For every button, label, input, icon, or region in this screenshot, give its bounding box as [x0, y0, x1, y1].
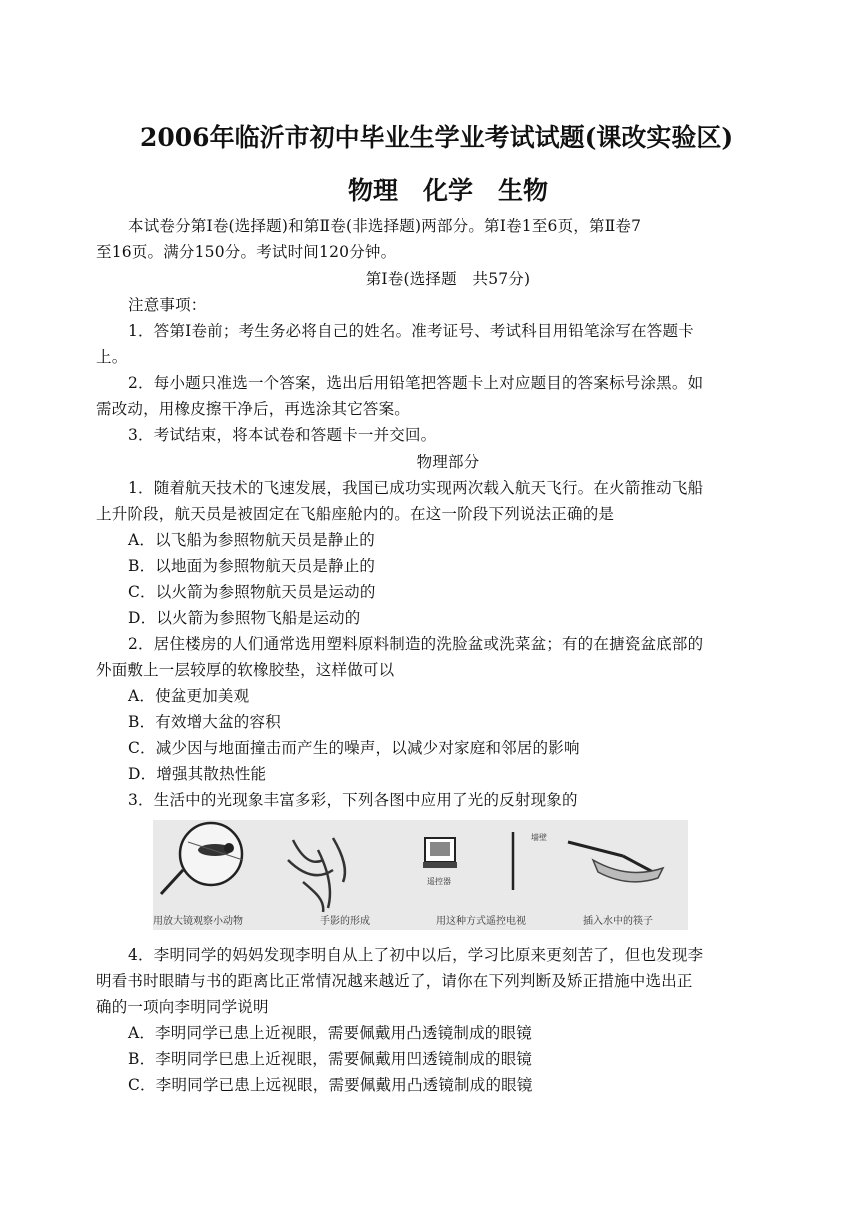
notice-label: 注意事项：: [128, 296, 207, 314]
remote-label: 遥控器: [427, 877, 451, 886]
figure-caption-d: 插入水中的筷子: [583, 916, 653, 927]
section-heading: 第Ⅰ卷(选择题 共57分): [365, 270, 531, 288]
question-text: 2．居住楼房的人们通常选用塑料原料制造的洗脸盆或洗菜盆；有的在搪瓷盆底部的: [128, 635, 704, 653]
intro-text: 本试卷分第Ⅰ卷(选择题)和第Ⅱ卷(非选择题)两部分。第Ⅰ卷1至6页，第Ⅱ卷7: [128, 217, 642, 235]
chopsticks-in-water-illustration: [568, 842, 663, 882]
question-text: 1．随着航天技术的飞速发展，我国已成功实现两次载入航天飞行。在火箭推动飞船: [128, 479, 704, 497]
notice-item: 2．每小题只准选一个答案，选出后用铅笔把答题卡上对应题目的答案标号涂黑。如: [128, 374, 704, 392]
figure-caption-a: 用放大镜观察小动物: [153, 916, 243, 927]
section-heading: 物理部分: [416, 453, 480, 471]
notice-item: 3．考试结束，将本试卷和答题卡一并交回。: [128, 426, 437, 444]
question-text: 明看书时眼睛与书的距离比正常情况越来越近了，请你在下列判断及矫正措施中选出正: [96, 972, 693, 990]
answer-option: A．使盆更加美观: [128, 687, 250, 705]
answer-option: D．以火箭为参照物飞船是运动的: [128, 609, 361, 627]
answer-option: B．有效增大盆的容积: [128, 713, 281, 731]
question-text: 3．生活中的光现象丰富多彩，下列各图中应用了光的反射现象的: [128, 791, 578, 809]
question-text: 上升阶段，航天员是被固定在飞船座舱内的。在这一阶段下列说法正确的是: [96, 505, 615, 523]
question-text: 确的一项向李明同学说明: [96, 998, 269, 1016]
page-subtitle: 物理 化学 生物: [347, 176, 548, 205]
answer-option: B．李明同学巳患上近视眼，需要佩戴用凹透镜制成的眼镜: [128, 1050, 533, 1068]
figure-caption-b: 手影的形成: [320, 916, 370, 927]
notice-item: 1．答第Ⅰ卷前；考生务必将自己的姓名。准考证号、考试科目用铅笔涂写在答题卡: [128, 322, 694, 340]
answer-option: D．增强其散热性能: [128, 765, 267, 783]
answer-option: C．李明同学已患上远视眼，需要佩戴用凸透镜制成的眼镜: [128, 1076, 533, 1094]
question-text: 外面敷上一层较厚的软橡胶垫，这样做可以: [96, 661, 395, 679]
wall-label: 墙壁: [531, 833, 547, 842]
answer-option: B．以地面为参照物航天员是静止的: [128, 557, 376, 575]
answer-option: A．以飞船为参照物航天员是静止的: [128, 531, 375, 549]
answer-option: C．减少因与地面撞击而产生的噪声，以减少对家庭和邻居的影响: [128, 739, 580, 757]
figure-caption-c: 用这种方式遥控电视: [436, 916, 526, 927]
question-text: 4．李明同学的妈妈发现李明自从上了初中以后，学习比原来更刻苦了，但也发现李: [128, 946, 704, 964]
notice-item: 上。: [96, 348, 128, 366]
magnifier-illustration: [161, 823, 243, 894]
optics-figure: [153, 820, 688, 930]
intro-text: 至16页。满分150分。考试时间120分钟。: [96, 243, 397, 261]
hand-shadow-illustration: [288, 838, 345, 912]
notice-item: 需改动，用橡皮擦干净后，再选涂其它答案。: [96, 400, 411, 418]
answer-option: C．以火箭为参照物航天员是运动的: [128, 583, 376, 601]
answer-option: A．李明同学已患上近视眼，需要佩戴用凸透镜制成的眼镜: [128, 1024, 532, 1042]
page-title: 2006年临沂市初中毕业生学业考试试题(课改实验区): [140, 123, 734, 152]
